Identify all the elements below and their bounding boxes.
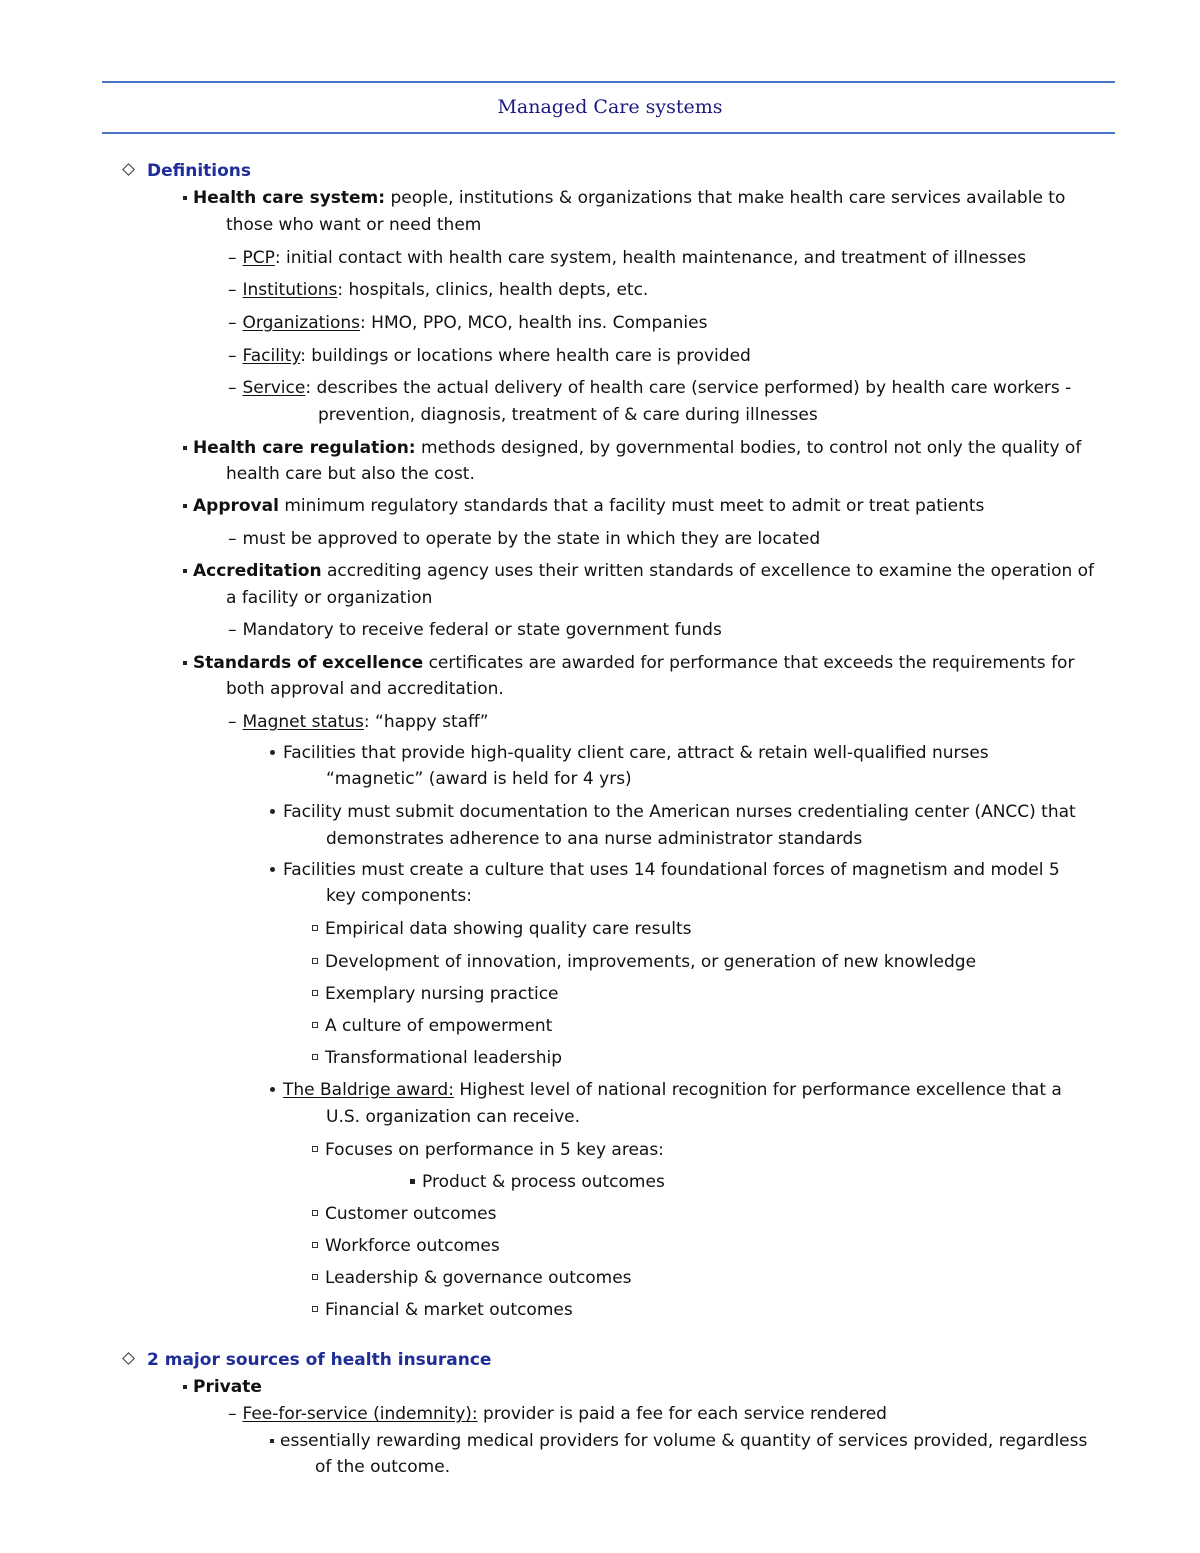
definition-text: Highest level of national recognition for performance excellence that a — [453, 1080, 1062, 1100]
term: Health care regulation: — [193, 438, 416, 458]
square-bullet-icon — [183, 196, 187, 200]
definition-text: Facilities must create a culture that uses 14 foundational forces of magnetism and model 5 — [283, 860, 1060, 880]
square-bullet-icon — [183, 1385, 187, 1389]
definition-text: essentially rewarding medical providers for volume & quantity of services provided, regardless — [280, 1431, 1088, 1451]
list-item — [312, 1299, 573, 1321]
definition-text: : describes the actual delivery of health care (service performed) by health care workers - — [305, 378, 1072, 398]
term: The Baldrige award: — [283, 1080, 454, 1100]
top-rule — [102, 81, 1115, 83]
list-item — [228, 345, 751, 367]
hollow-square-bullet-icon — [312, 925, 318, 931]
term: PCP — [242, 248, 275, 268]
term: Private — [193, 1377, 262, 1397]
component-text: A culture of empowerment — [325, 1016, 553, 1036]
dash-bullet-icon: – — [228, 1404, 237, 1424]
definition-text: : HMO, PPO, MCO, health ins. Companies — [360, 313, 708, 333]
list-item — [183, 495, 984, 517]
dot-bullet-icon — [270, 867, 275, 872]
area-text: Financial & market outcomes — [325, 1300, 573, 1320]
hollow-square-bullet-icon — [312, 1306, 318, 1312]
hollow-square-bullet-icon — [312, 958, 318, 964]
hollow-square-bullet-icon — [312, 1242, 318, 1248]
area-text: Customer outcomes — [325, 1204, 497, 1224]
section-definitions — [124, 160, 251, 182]
list-item — [183, 652, 1074, 674]
term: Service — [242, 378, 306, 398]
list-item — [312, 983, 559, 1005]
list-item — [312, 1267, 632, 1289]
hollow-square-bullet-icon — [312, 990, 318, 996]
continuation-text: “magnetic” (award is held for 4 yrs) — [326, 769, 632, 789]
dash-bullet-icon: – — [228, 248, 237, 268]
list-item — [183, 560, 1094, 582]
definition-text: Mandatory to receive federal or state government funds — [242, 620, 722, 640]
dot-bullet-icon — [270, 750, 275, 755]
list-item — [270, 742, 989, 764]
list-item — [228, 247, 1026, 269]
hollow-square-bullet-icon — [312, 1022, 318, 1028]
continuation-text: key components: — [326, 886, 472, 906]
definition-text: accrediting agency uses their written standards of excellence to examine the operation of — [321, 561, 1095, 581]
list-item — [270, 1079, 1062, 1101]
continuation-text: prevention, diagnosis, treatment of & care during illnesses — [318, 405, 818, 425]
dash-bullet-icon: – — [228, 529, 237, 549]
list-item — [228, 711, 489, 733]
component-text: Transformational leadership — [325, 1048, 563, 1068]
area-text: Product & process outcomes — [422, 1172, 665, 1192]
diamond-bullet-icon — [122, 163, 135, 176]
dash-bullet-icon: – — [228, 712, 237, 732]
title-rule — [102, 132, 1115, 134]
list-item — [312, 1235, 500, 1257]
list-item — [228, 528, 820, 550]
list-item — [270, 1430, 1087, 1452]
term: Health care system: — [193, 188, 386, 208]
definition-text: : “happy staff” — [363, 712, 489, 732]
list-item — [183, 187, 1065, 209]
dash-bullet-icon: – — [228, 620, 237, 640]
term: Facility — [242, 346, 301, 366]
filled-square-bullet-icon — [410, 1179, 415, 1184]
diamond-bullet-icon — [122, 1352, 135, 1365]
list-item — [270, 801, 1076, 823]
square-bullet-icon — [183, 569, 187, 573]
continuation-text: U.S. organization can receive. — [326, 1107, 581, 1127]
square-bullet-icon — [183, 446, 187, 450]
square-bullet-icon — [183, 504, 187, 508]
continuation-text: a facility or organization — [226, 588, 433, 608]
list-item — [228, 377, 1071, 399]
definition-text: people, institutions & organizations that make health care services available to — [385, 188, 1066, 208]
definition-text: : hospitals, clinics, health depts, etc. — [337, 280, 649, 300]
definition-text: : initial contact with health care system, health maintenance, and treatment of illnesses — [274, 248, 1027, 268]
term: Accreditation — [193, 561, 322, 581]
area-text: Workforce outcomes — [325, 1236, 500, 1256]
hollow-square-bullet-icon — [312, 1210, 318, 1216]
area-text: Leadership & governance outcomes — [325, 1268, 632, 1288]
definition-text: minimum regulatory standards that a facility must meet to admit or treat patients — [278, 496, 985, 516]
definition-text: : buildings or locations where health care is provided — [300, 346, 751, 366]
page-title: Managed Care systems — [497, 96, 723, 118]
hollow-square-bullet-icon — [312, 1146, 318, 1152]
continuation-text: demonstrates adherence to ana nurse administrator standards — [326, 829, 863, 849]
focus-text: Focuses on performance in 5 key areas: — [325, 1140, 664, 1160]
definition-text: Facility must submit documentation to the American nurses credentialing center (ANCC) that — [283, 802, 1076, 822]
list-item — [228, 279, 648, 301]
list-item — [410, 1171, 665, 1193]
dot-bullet-icon — [270, 809, 275, 814]
definition-text: must be approved to operate by the state in which they are located — [242, 529, 821, 549]
definition-text: provider is paid a fee for each service rendered — [477, 1404, 887, 1424]
definition-text: methods designed, by governmental bodies, to control not only the quality of — [415, 438, 1082, 458]
continuation-text: both approval and accreditation. — [226, 679, 504, 699]
term: Fee-for-service (indemnity): — [242, 1404, 478, 1424]
list-item — [312, 1139, 664, 1161]
list-item — [183, 1376, 262, 1398]
term: Standards of excellence — [193, 653, 424, 673]
section-insurance — [124, 1349, 491, 1371]
term: Approval — [193, 496, 279, 516]
list-item — [228, 619, 722, 641]
list-item — [312, 1203, 496, 1225]
list-item — [312, 1015, 552, 1037]
list-item — [183, 437, 1081, 459]
continuation-text: health care but also the cost. — [226, 464, 475, 484]
continuation-text: those who want or need them — [226, 215, 482, 235]
dash-bullet-icon: – — [228, 346, 237, 366]
term: Institutions — [242, 280, 338, 300]
dash-bullet-icon: – — [228, 378, 237, 398]
component-text: Empirical data showing quality care results — [325, 919, 692, 939]
term: Organizations — [242, 313, 361, 333]
list-item — [312, 1047, 562, 1069]
list-item — [312, 951, 976, 973]
list-item — [312, 918, 692, 940]
hollow-square-bullet-icon — [312, 1054, 318, 1060]
list-item — [270, 859, 1060, 881]
dash-bullet-icon: – — [228, 313, 237, 333]
list-item — [228, 312, 707, 334]
component-text: Development of innovation, improvements, or generation of new knowledge — [325, 952, 977, 972]
square-bullet-icon — [270, 1439, 274, 1443]
definition-text: certificates are awarded for performance that exceeds the requirements for — [423, 653, 1075, 673]
component-text: Exemplary nursing practice — [325, 984, 559, 1004]
hollow-square-bullet-icon — [312, 1274, 318, 1280]
section-heading: Definitions — [147, 161, 252, 181]
continuation-text: of the outcome. — [315, 1457, 451, 1477]
section-heading: 2 major sources of health insurance — [147, 1350, 492, 1370]
dash-bullet-icon: – — [228, 280, 237, 300]
list-item — [228, 1403, 887, 1425]
term: Magnet status — [242, 712, 364, 732]
square-bullet-icon — [183, 661, 187, 665]
definition-text: Facilities that provide high-quality client care, attract & retain well-qualified nurses — [283, 743, 989, 763]
dot-bullet-icon — [270, 1087, 275, 1092]
